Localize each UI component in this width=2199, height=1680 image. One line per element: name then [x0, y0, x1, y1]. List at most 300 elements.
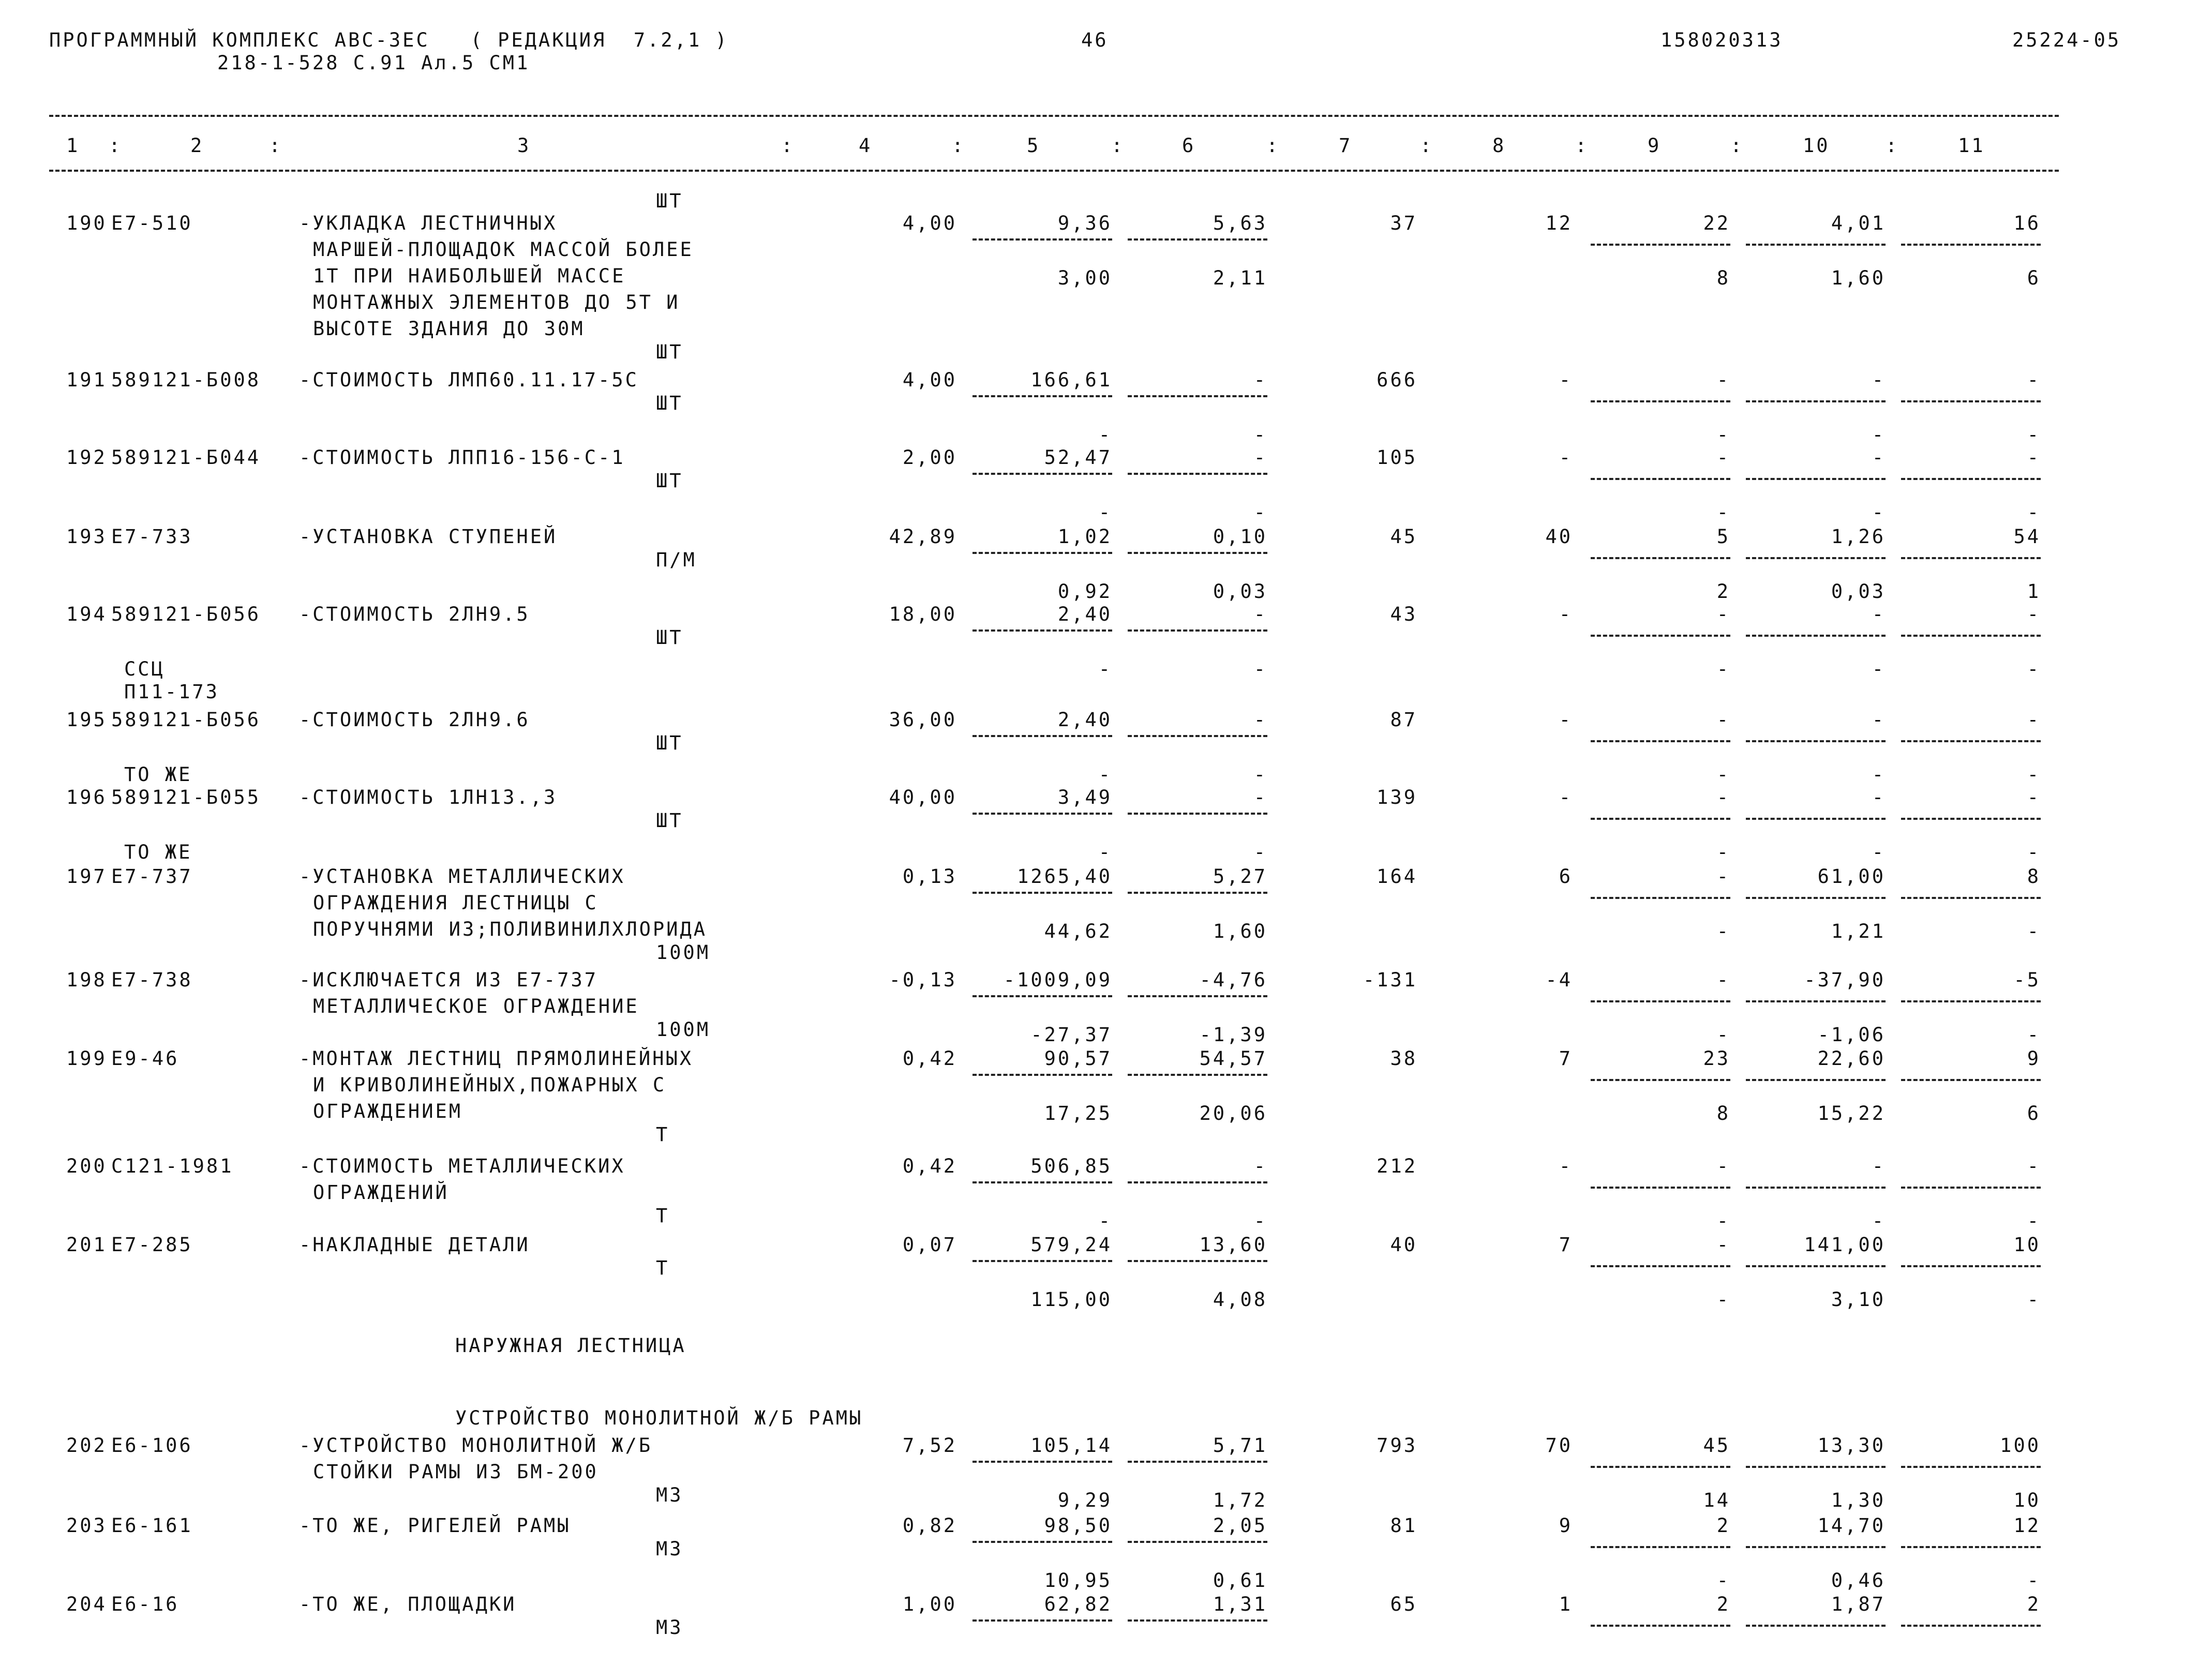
cell-c10-secondary: 1,21 — [1831, 920, 1886, 942]
cell-c9: 22 — [1703, 212, 1730, 234]
value-separator — [1128, 1074, 1267, 1076]
cell-c6: - — [1253, 1155, 1267, 1177]
column-header: 4 — [859, 134, 873, 157]
page-number: 46 — [1081, 29, 1109, 51]
cell-c10: 141,00 — [1804, 1234, 1886, 1256]
section-title: НАРУЖНАЯ ЛЕСТНИЦА — [455, 1334, 686, 1357]
value-separator — [1128, 1541, 1267, 1543]
cell-c8: 40 — [1545, 526, 1573, 548]
row-description: И КРИВОЛИНЕЙНЫХ,ПОЖАРНЫХ С — [313, 1074, 667, 1096]
row-unit: ШТ — [656, 341, 683, 363]
cell-c10: - — [1872, 446, 1886, 469]
column-header: 1 — [66, 134, 80, 157]
cell-c10: - — [1872, 709, 1886, 731]
column-header: 2 — [190, 134, 204, 157]
column-separator: : — [1886, 134, 1899, 157]
column-header: 6 — [1182, 134, 1196, 157]
row-code: Е6-161 — [111, 1514, 193, 1537]
value-separator — [1746, 1265, 1886, 1267]
value-separator — [973, 629, 1112, 632]
cell-c4: -0,13 — [889, 969, 957, 991]
cell-c6-secondary: - — [1253, 658, 1267, 680]
cell-c5: 2,40 — [1057, 603, 1112, 625]
row-description: ОГРАЖДЕНИЕМ — [313, 1100, 463, 1122]
cell-c10: - — [1872, 603, 1886, 625]
cell-c4: 36,00 — [889, 709, 957, 731]
row-number: 191 — [66, 369, 107, 391]
cell-c8: -4 — [1545, 969, 1573, 991]
column-separator: : — [952, 134, 966, 157]
header-rule-bottom — [49, 170, 2059, 172]
cell-c11: - — [2027, 786, 2041, 808]
value-separator — [1128, 395, 1267, 397]
row-number: 196 — [66, 786, 107, 808]
value-separator — [1901, 635, 2041, 637]
cell-c6-secondary: - — [1253, 501, 1267, 523]
value-separator — [973, 395, 1112, 397]
cell-c6-secondary: - — [1253, 841, 1267, 863]
row-number: 197 — [66, 865, 107, 888]
row-note: ТО ЖЕ — [124, 763, 192, 786]
row-unit: ШТ — [656, 732, 683, 754]
row-unit: Т — [656, 1205, 670, 1227]
value-separator — [1901, 1079, 2041, 1081]
row-number: 200 — [66, 1155, 107, 1177]
cell-c5-secondary: 9,29 — [1057, 1489, 1112, 1511]
row-description: -МОНТАЖ ЛЕСТНИЦ ПРЯМОЛИНЕЙНЫХ — [299, 1047, 694, 1070]
column-header: 11 — [1958, 134, 1985, 157]
cell-c6: 0,10 — [1213, 526, 1267, 548]
row-code: Е6-106 — [111, 1434, 193, 1457]
value-separator — [973, 1260, 1112, 1262]
row-unit: ШТ — [656, 470, 683, 492]
row-description: -УСТРОЙСТВО МОНОЛИТНОЙ Ж/Б — [299, 1434, 653, 1457]
cell-c6-secondary: -1,39 — [1199, 1024, 1267, 1046]
cell-c11: - — [2027, 446, 2041, 469]
cell-c10-secondary: 1,60 — [1831, 267, 1886, 289]
row-unit: ШТ — [656, 190, 683, 212]
value-separator — [1901, 400, 2041, 402]
row-description: -УСТАНОВКА МЕТАЛЛИЧЕСКИХ — [299, 865, 625, 888]
cell-c10-secondary: -1,06 — [1817, 1024, 1886, 1046]
value-separator — [1128, 1461, 1267, 1463]
cell-c4: 18,00 — [889, 603, 957, 625]
cell-c11: 54 — [2013, 526, 2041, 548]
cell-c10: - — [1872, 369, 1886, 391]
cell-c6: 2,05 — [1213, 1514, 1267, 1537]
cell-c7: 793 — [1377, 1434, 1417, 1457]
cell-c10: - — [1872, 1155, 1886, 1177]
cell-c5: 506,85 — [1030, 1155, 1112, 1177]
cell-c7: -131 — [1363, 969, 1417, 991]
row-unit: ШТ — [656, 809, 683, 832]
cell-c5-secondary: - — [1098, 1210, 1112, 1232]
cell-c6-secondary: 0,03 — [1213, 580, 1267, 603]
cell-c7: 43 — [1390, 603, 1417, 625]
cell-c9: 45 — [1703, 1434, 1730, 1457]
value-separator — [973, 813, 1112, 815]
cell-c6: - — [1253, 603, 1267, 625]
cell-c10-secondary: - — [1872, 424, 1886, 446]
cell-c5-secondary: -27,37 — [1030, 1024, 1112, 1046]
cell-c6: 5,63 — [1213, 212, 1267, 234]
row-number: 193 — [66, 526, 107, 548]
row-code: 589121-Б056 — [111, 709, 261, 731]
row-code: 589121-Б055 — [111, 786, 261, 808]
cell-c4: 7,52 — [902, 1434, 957, 1457]
value-separator — [1591, 557, 1730, 559]
row-unit: М3 — [656, 1538, 683, 1560]
cell-c4: 0,07 — [902, 1234, 957, 1256]
column-header: 5 — [1027, 134, 1041, 157]
cell-c7: 45 — [1390, 526, 1417, 548]
cell-c10-secondary: 15,22 — [1817, 1102, 1886, 1124]
cell-c6-secondary: 4,08 — [1213, 1288, 1267, 1311]
value-separator — [1591, 897, 1730, 899]
value-separator — [1128, 629, 1267, 632]
cell-c9: - — [1716, 1234, 1730, 1256]
row-description: ОГРАЖДЕНИЙ — [313, 1181, 449, 1204]
cell-c11: - — [2027, 603, 2041, 625]
cell-c9: - — [1716, 865, 1730, 888]
value-separator — [1746, 897, 1886, 899]
cell-c11-secondary: - — [2027, 1210, 2041, 1232]
cell-c10: 1,87 — [1831, 1593, 1886, 1615]
cell-c9-secondary: 2 — [1716, 580, 1730, 603]
row-code: Е7-510 — [111, 212, 193, 234]
value-separator — [1746, 1079, 1886, 1081]
cell-c11-secondary: - — [2027, 501, 2041, 523]
cell-c7: 65 — [1390, 1593, 1417, 1615]
cell-c6-secondary: 2,11 — [1213, 267, 1267, 289]
value-separator — [973, 1541, 1112, 1543]
value-separator — [973, 473, 1112, 475]
sheet-number: 25224-05 — [2012, 29, 2121, 51]
cell-c9: 2 — [1716, 1593, 1730, 1615]
cell-c5: 1265,40 — [1017, 865, 1112, 888]
value-separator — [1901, 740, 2041, 742]
value-separator — [973, 735, 1112, 737]
cell-c8: 9 — [1559, 1514, 1573, 1537]
value-separator — [1128, 1260, 1267, 1262]
row-note: П11-173 — [124, 681, 219, 703]
value-separator — [1746, 400, 1886, 402]
cell-c5-secondary: 10,95 — [1044, 1569, 1112, 1592]
cell-c6: 13,60 — [1199, 1234, 1267, 1256]
cell-c6: - — [1253, 446, 1267, 469]
row-description: -СТОИМОСТЬ ЛПП16-156-С-1 — [299, 446, 625, 469]
cell-c10: 14,70 — [1817, 1514, 1886, 1537]
column-header: 7 — [1339, 134, 1353, 157]
cell-c9: 5 — [1716, 526, 1730, 548]
cell-c11: 8 — [2027, 865, 2041, 888]
value-separator — [1746, 1466, 1886, 1468]
value-separator — [1128, 735, 1267, 737]
cell-c5-secondary: - — [1098, 841, 1112, 863]
value-separator — [1746, 1625, 1886, 1627]
value-separator — [1746, 635, 1886, 637]
value-separator — [973, 1461, 1112, 1463]
cell-c6-secondary: 1,60 — [1213, 920, 1267, 942]
value-separator — [1746, 557, 1886, 559]
cell-c5: 98,50 — [1044, 1514, 1112, 1537]
row-number: 194 — [66, 603, 107, 625]
column-header: 8 — [1492, 134, 1506, 157]
cell-c5-secondary: - — [1098, 658, 1112, 680]
cell-c6-secondary: - — [1253, 424, 1267, 446]
row-description: МЕТАЛЛИЧЕСКОЕ ОГРАЖДЕНИЕ — [313, 995, 639, 1017]
cell-c10-secondary: - — [1872, 841, 1886, 863]
cell-c4: 4,00 — [902, 369, 957, 391]
cell-c10-secondary: - — [1872, 501, 1886, 523]
row-number: 198 — [66, 969, 107, 991]
cell-c9-secondary: - — [1716, 920, 1730, 942]
cell-c11: - — [2027, 369, 2041, 391]
row-unit: Т — [656, 1257, 670, 1279]
cell-c9: - — [1716, 786, 1730, 808]
cell-c8: 1 — [1559, 1593, 1573, 1615]
cell-c8: 12 — [1545, 212, 1573, 234]
value-separator — [1746, 1187, 1886, 1189]
cell-c9-secondary: - — [1716, 1569, 1730, 1592]
cell-c8: 6 — [1559, 865, 1573, 888]
row-code: Е7-733 — [111, 526, 193, 548]
cell-c9: - — [1716, 969, 1730, 991]
row-description: -ИСКЛЮЧАЕТСЯ ИЗ Е7-737 — [299, 969, 599, 991]
cell-c9-secondary: - — [1716, 1024, 1730, 1046]
cell-c7: 81 — [1390, 1514, 1417, 1537]
value-separator — [1746, 244, 1886, 246]
cell-c5-secondary: 115,00 — [1030, 1288, 1112, 1311]
cell-c4: 0,42 — [902, 1047, 957, 1070]
cell-c6: 1,31 — [1213, 1593, 1267, 1615]
value-separator — [973, 1181, 1112, 1183]
column-separator: : — [1111, 134, 1125, 157]
cell-c8: 7 — [1559, 1234, 1573, 1256]
column-header: 3 — [517, 134, 531, 157]
cell-c6: - — [1253, 369, 1267, 391]
value-separator — [973, 892, 1112, 894]
cell-c10-secondary: - — [1872, 763, 1886, 786]
cell-c11-secondary: - — [2027, 1024, 2041, 1046]
row-description: ВЫСОТЕ ЗДАНИЯ ДО 30М — [313, 318, 585, 340]
cell-c10-secondary: 1,30 — [1831, 1489, 1886, 1511]
cell-c8: - — [1559, 1155, 1573, 1177]
cell-c11: 10 — [2013, 1234, 2041, 1256]
cell-c10-secondary: - — [1872, 1210, 1886, 1232]
value-separator — [973, 552, 1112, 554]
value-separator — [1591, 400, 1730, 402]
cell-c10: 61,00 — [1817, 865, 1886, 888]
row-description: -СТОИМОСТЬ 2ЛН9.6 — [299, 709, 530, 731]
cell-c11-secondary: 1 — [2027, 580, 2041, 603]
header-rule-top — [49, 115, 2059, 117]
row-note: ТО ЖЕ — [124, 841, 192, 863]
cell-c7: 164 — [1377, 865, 1417, 888]
cell-c4: 42,89 — [889, 526, 957, 548]
cell-c9-secondary: 8 — [1716, 1102, 1730, 1124]
value-separator — [1128, 813, 1267, 815]
row-description: -СТОИМОСТЬ 1ЛН13.,3 — [299, 786, 558, 808]
cell-c4: 1,00 — [902, 1593, 957, 1615]
cell-c4: 0,82 — [902, 1514, 957, 1537]
row-unit: 100М — [656, 1018, 711, 1041]
cell-c6: 5,27 — [1213, 865, 1267, 888]
value-separator — [1128, 1619, 1267, 1622]
row-description: 1Т ПРИ НАИБОЛЬШЕЙ МАССЕ — [313, 265, 626, 287]
row-code: 589121-Б044 — [111, 446, 261, 469]
value-separator — [1901, 557, 2041, 559]
value-separator — [1901, 1466, 2041, 1468]
cell-c5-secondary: 44,62 — [1044, 920, 1112, 942]
cell-c9-secondary: - — [1716, 841, 1730, 863]
cell-c6: - — [1253, 786, 1267, 808]
row-unit: П/М — [656, 549, 697, 571]
value-separator — [1901, 1625, 2041, 1627]
row-description: -ТО ЖЕ, РИГЕЛЕЙ РАМЫ — [299, 1514, 571, 1537]
cell-c11-secondary: 6 — [2027, 267, 2041, 289]
value-separator — [1128, 238, 1267, 241]
cell-c10: 22,60 — [1817, 1047, 1886, 1070]
cell-c11: - — [2027, 1155, 2041, 1177]
row-description: -СТОИМОСТЬ МЕТАЛЛИЧЕСКИХ — [299, 1155, 625, 1177]
cell-c6-secondary: - — [1253, 763, 1267, 786]
cell-c4: 0,13 — [902, 865, 957, 888]
value-separator — [1128, 995, 1267, 997]
cell-c11: 2 — [2027, 1593, 2041, 1615]
row-number: 192 — [66, 446, 107, 469]
cell-c6-secondary: 0,61 — [1213, 1569, 1267, 1592]
cell-c10: 13,30 — [1817, 1434, 1886, 1457]
cell-c7: 40 — [1390, 1234, 1417, 1256]
value-separator — [1591, 1625, 1730, 1627]
row-number: 202 — [66, 1434, 107, 1457]
value-separator — [1591, 1187, 1730, 1189]
row-number: 195 — [66, 709, 107, 731]
value-separator — [1901, 897, 2041, 899]
cell-c7: 212 — [1377, 1155, 1417, 1177]
row-code: 589121-Б008 — [111, 369, 261, 391]
value-separator — [1128, 473, 1267, 475]
cell-c5-secondary: 0,92 — [1057, 580, 1112, 603]
value-separator — [973, 1074, 1112, 1076]
cell-c11-secondary: - — [2027, 920, 2041, 942]
row-description: -УСТАНОВКА СТУПЕНЕЙ — [299, 526, 558, 548]
cell-c9: 2 — [1716, 1514, 1730, 1537]
value-separator — [1746, 1546, 1886, 1548]
cell-c11-secondary: - — [2027, 658, 2041, 680]
cell-c8: 70 — [1545, 1434, 1573, 1457]
value-separator — [1591, 244, 1730, 246]
cell-c9-secondary: - — [1716, 1210, 1730, 1232]
cell-c9: 23 — [1703, 1047, 1730, 1070]
value-separator — [1901, 478, 2041, 480]
cell-c6: 5,71 — [1213, 1434, 1267, 1457]
row-description: СТОЙКИ РАМЫ ИЗ БМ-200 — [313, 1461, 599, 1483]
cell-c8: - — [1559, 786, 1573, 808]
cell-c11-secondary: 6 — [2027, 1102, 2041, 1124]
cell-c7: 38 — [1390, 1047, 1417, 1070]
cell-c5: 1,02 — [1057, 526, 1112, 548]
row-number: 199 — [66, 1047, 107, 1070]
value-separator — [1591, 1000, 1730, 1002]
cell-c11-secondary: - — [2027, 1288, 2041, 1311]
value-separator — [1901, 1000, 2041, 1002]
cell-c11-secondary: - — [2027, 1569, 2041, 1592]
row-unit: 100М — [656, 941, 711, 964]
cell-c7: 87 — [1390, 709, 1417, 731]
subsection-title: УСТРОЙСТВО МОНОЛИТНОЙ Ж/Б РАМЫ — [455, 1407, 863, 1429]
cell-c10-secondary: 0,46 — [1831, 1569, 1886, 1592]
cell-c6-secondary: 1,72 — [1213, 1489, 1267, 1511]
row-description: МОНТАЖНЫХ ЭЛЕМЕНТОВ ДО 5Т И — [313, 291, 680, 313]
cell-c9: - — [1716, 709, 1730, 731]
row-number: 201 — [66, 1234, 107, 1256]
value-separator — [1128, 552, 1267, 554]
cell-c11-secondary: - — [2027, 763, 2041, 786]
row-description: -СТОИМОСТЬ 2ЛН9.5 — [299, 603, 530, 625]
row-unit: М3 — [656, 1616, 683, 1639]
cell-c5: 166,61 — [1030, 369, 1112, 391]
value-separator — [1591, 1546, 1730, 1548]
value-separator — [1901, 1265, 2041, 1267]
cell-c11-secondary: - — [2027, 841, 2041, 863]
cell-c5: 579,24 — [1030, 1234, 1112, 1256]
row-code: Е7-737 — [111, 865, 193, 888]
row-description: -СТОИМОСТЬ ЛМП60.11.17-5С — [299, 369, 639, 391]
row-code: С121-1981 — [111, 1155, 234, 1177]
cell-c5-secondary: - — [1098, 763, 1112, 786]
row-description: -НАКЛАДНЫЕ ДЕТАЛИ — [299, 1234, 530, 1256]
cell-c9-secondary: 8 — [1716, 267, 1730, 289]
cell-c4: 0,42 — [902, 1155, 957, 1177]
row-number: 203 — [66, 1514, 107, 1537]
cell-c10-secondary: 3,10 — [1831, 1288, 1886, 1311]
cell-c9-secondary: - — [1716, 1288, 1730, 1311]
program-title: ПРОГРАММНЫЙ КОМПЛЕКС АВС-3ЕС ( РЕДАКЦИЯ 7.2,1 ) — [49, 29, 729, 51]
cell-c5: 2,40 — [1057, 709, 1112, 731]
cell-c9: - — [1716, 603, 1730, 625]
value-separator — [1591, 740, 1730, 742]
column-separator: : — [1575, 134, 1589, 157]
row-note: ССЦ — [124, 658, 165, 680]
row-unit: Т — [656, 1123, 670, 1146]
column-separator: : — [1420, 134, 1434, 157]
cell-c5-secondary: - — [1098, 424, 1112, 446]
cell-c6-secondary: - — [1253, 1210, 1267, 1232]
value-separator — [1901, 244, 2041, 246]
cell-c9-secondary: - — [1716, 658, 1730, 680]
row-description: ОГРАЖДЕНИЯ ЛЕСТНИЦЫ С — [313, 892, 599, 914]
value-separator — [1901, 1546, 2041, 1548]
value-separator — [1591, 635, 1730, 637]
cell-c5: 9,36 — [1057, 212, 1112, 234]
cell-c9: - — [1716, 446, 1730, 469]
cell-c6: - — [1253, 709, 1267, 731]
cell-c5-secondary: 3,00 — [1057, 267, 1112, 289]
cell-c9-secondary: - — [1716, 501, 1730, 523]
row-unit: М3 — [656, 1484, 683, 1506]
document-reference: 218-1-528 С.91 Ал.5 СМ1 — [217, 52, 530, 74]
value-separator — [1591, 1466, 1730, 1468]
cell-c10: - — [1872, 786, 1886, 808]
cell-c11-secondary: 10 — [2013, 1489, 2041, 1511]
cell-c5: 3,49 — [1057, 786, 1112, 808]
cell-c11: 100 — [2000, 1434, 2041, 1457]
cell-c11: 9 — [2027, 1047, 2041, 1070]
value-separator — [1746, 478, 1886, 480]
cell-c5: 52,47 — [1044, 446, 1112, 469]
